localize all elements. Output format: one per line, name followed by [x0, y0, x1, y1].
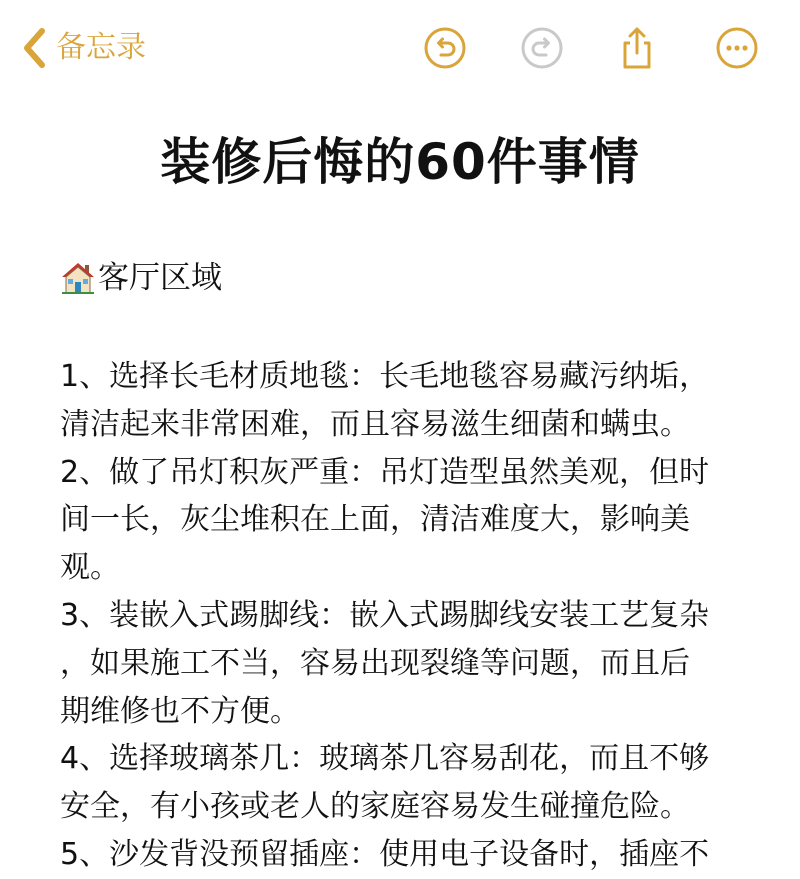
body-line: 期维修也不方便。 [60, 693, 300, 729]
share-icon [615, 26, 659, 70]
toolbar [0, 0, 800, 100]
house-icon [60, 260, 96, 296]
body-line: ，如果施工不当，容易出现裂缝等问题，而且后 [60, 645, 690, 681]
back-button[interactable] [20, 26, 146, 70]
note-title: 装修后悔的60件事情 [160, 133, 640, 191]
note-body[interactable] [60, 353, 750, 879]
section-heading: 客厅区域 [98, 260, 222, 296]
redo-button[interactable] [518, 24, 566, 72]
body-line: 1、选择长毛材质地毯：长毛地毯容易藏污纳垢， [60, 359, 710, 394]
redo-icon [520, 26, 564, 70]
chevron-left-icon [20, 26, 50, 70]
section-heading-row [60, 255, 222, 301]
more-icon [715, 26, 759, 70]
body-line: 清洁起来非常困难，而且容易滋生细菌和螨虫。 [60, 406, 690, 442]
back-label: 备忘录 [56, 30, 146, 65]
share-button[interactable] [613, 24, 661, 72]
body-line: 5、沙发背没预留插座：使用电子设备时，插座不 [60, 836, 710, 872]
undo-button[interactable] [421, 24, 469, 72]
body-line: 观。 [60, 550, 120, 586]
undo-icon [423, 26, 467, 70]
body-line: 2、做了吊灯积灰严重：吊灯造型虽然美观，但时 [60, 454, 710, 490]
body-line: 3、装嵌入式踢脚线：嵌入式踢脚线安装工艺复杂 [60, 597, 710, 633]
body-line: 间一长，灰尘堆积在上面，清洁难度大，影响美 [60, 502, 690, 538]
body-line: 4、选择玻璃茶几：玻璃茶几容易刮花，而且不够 [60, 741, 710, 777]
body-line: 安全，有小孩或老人的家庭容易发生碰撞危险。 [60, 789, 690, 825]
more-button[interactable] [713, 24, 761, 72]
